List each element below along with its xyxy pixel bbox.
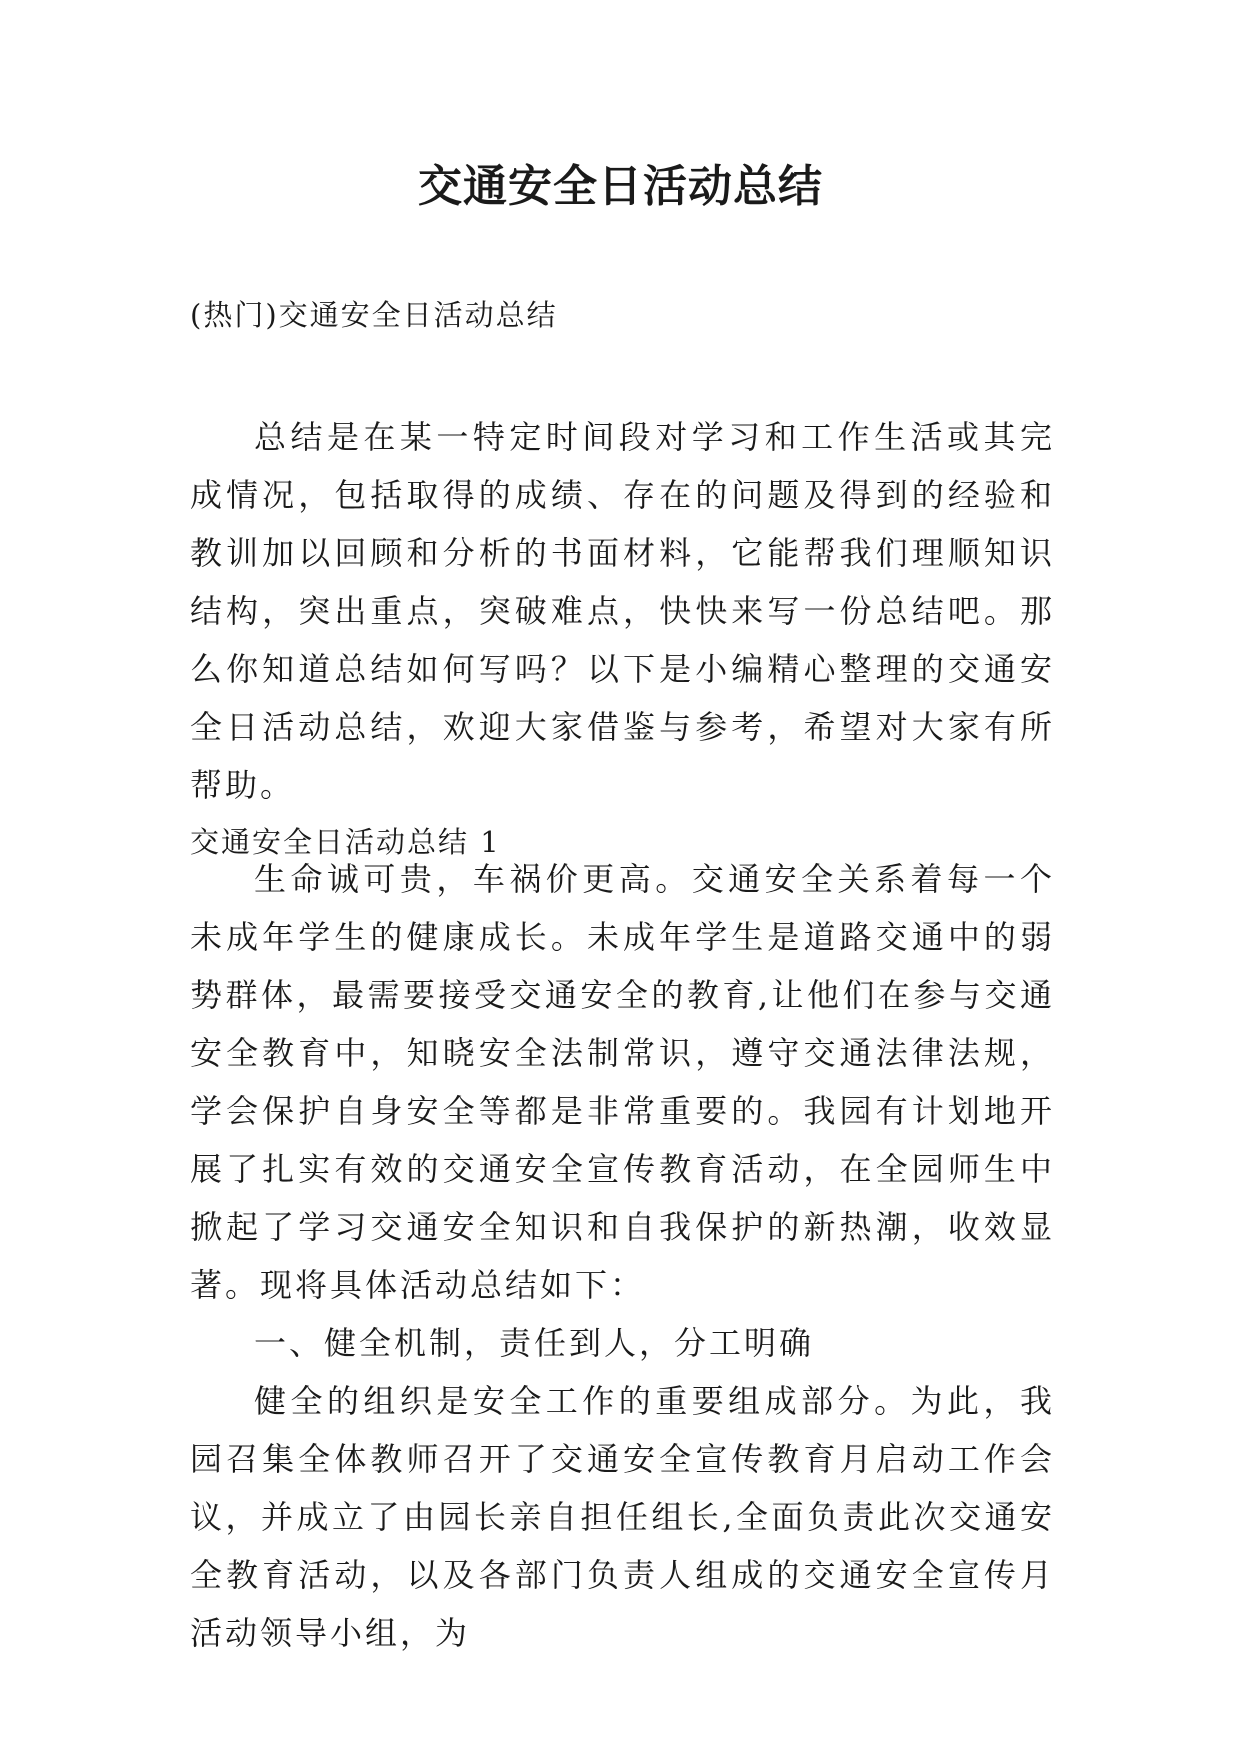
section-heading: 交通安全日活动总结 1 [190,825,501,859]
document-title: 交通安全日活动总结 [418,161,823,212]
document-subtitle: (热门)交通安全日活动总结 [190,298,558,332]
section-paragraph-2: 健全的组织是安全工作的重要组成部分。为此，我园召集全体教师召开了交通安全宣传教育月启动工作会议，并成立了由园长亲自担任组长,全面负责此次交通安全教育活动，以及各部门负责人组成的交通安全宣传月活动领导小组，为 [190,1382,1055,1652]
section-paragraph-1: 生命诚可贵，车祸价更高。交通安全关系着每一个未成年学生的健康成长。未成年学生是道路交通中的弱势群体，最需要接受交通安全的教育,让他们在参与交通安全教育中，知晓安全法制常识，遵守交通法律法规，学会保护自身安全等都是非常重要的。我园有计划地开展了扎实有效的交通安全宣传教育活动，在全园师生中掀起了学习交通安全知识和自我保护的新热潮，收效显著。现将具体活动总结如下： [190,860,1055,1304]
intro-paragraph: 总结是在某一特定时间段对学习和工作生活或其完成情况，包括取得的成绩、存在的问题及得到的经验和教训加以回顾和分析的书面材料，它能帮我们理顺知识结构，突出重点，突破难点，快快来写一份总结吧。那么你知道总结如何写吗？以下是小编精心整理的交通安全日活动总结，欢迎大家借鉴与参考，希望对大家有所帮助。 [190,418,1055,804]
section-subheading: 一、健全机制，责任到人，分工明确 [254,1324,815,1362]
